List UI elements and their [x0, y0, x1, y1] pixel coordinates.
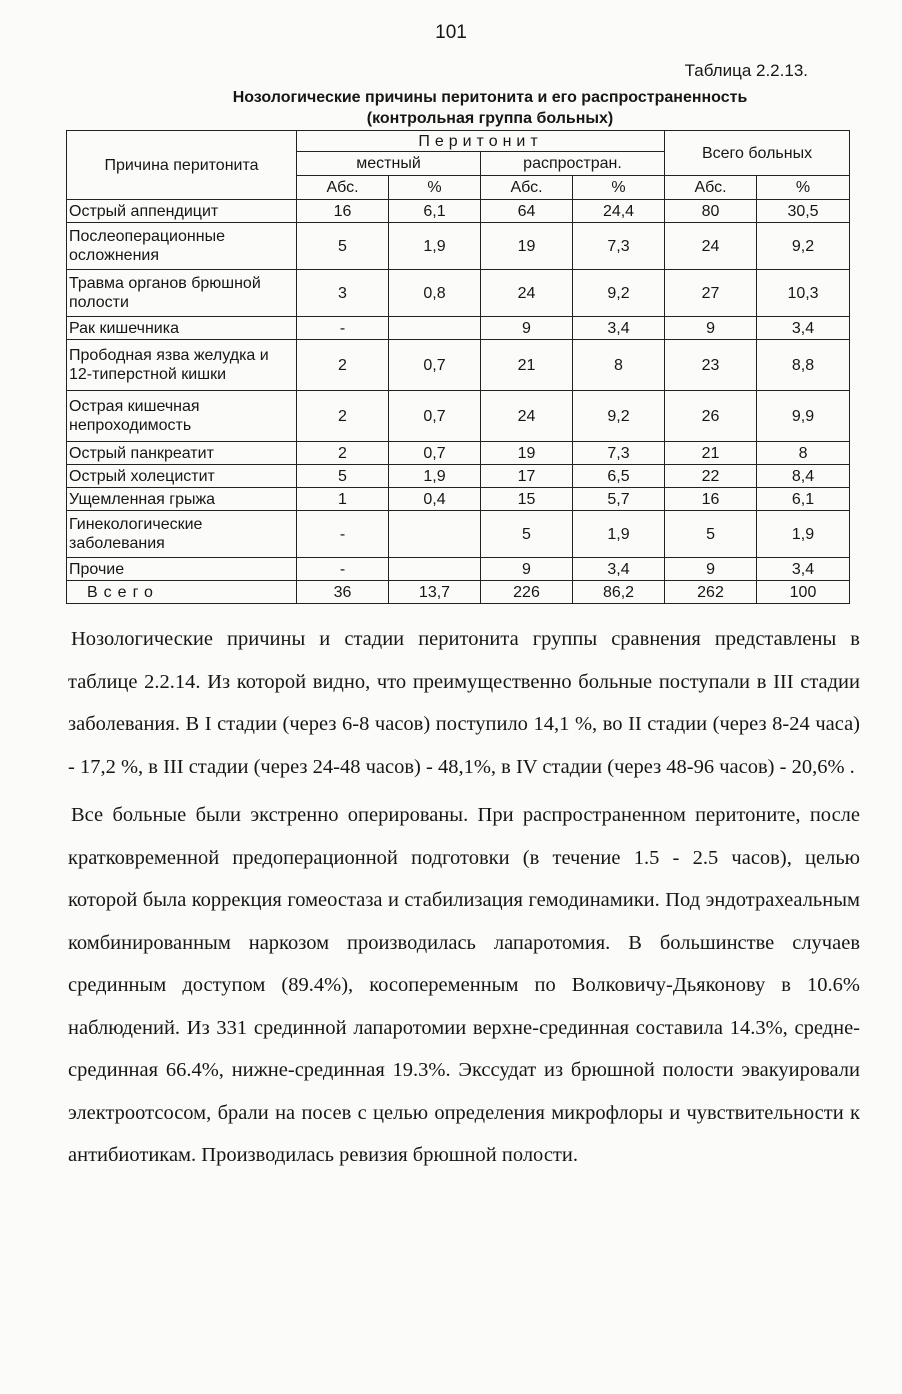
local-pct: 1,9	[389, 223, 481, 270]
total-pct: 30,5	[757, 200, 850, 223]
spread-pct: 5,7	[573, 488, 665, 511]
local-abs: -	[297, 317, 389, 340]
total-pct: 8,8	[757, 340, 850, 391]
local-pct	[389, 558, 481, 581]
local-abs: 16	[297, 200, 389, 223]
row-cause: Острый панкреатит	[67, 442, 297, 465]
local-pct: 0,7	[389, 442, 481, 465]
table-row	[67, 442, 850, 465]
total-abs: 27	[665, 270, 757, 317]
row-cause: Прободная язва желудка и 12-типерстной кишки	[67, 340, 297, 391]
total-abs: 16	[665, 488, 757, 511]
row-cause: Острая кишечная непроходимость	[67, 391, 297, 442]
total-abs: 26	[665, 391, 757, 442]
local-pct: 0,8	[389, 270, 481, 317]
table-title-line1: Нозологические причины перитонита и его распространенность	[232, 89, 748, 106]
total-abs: 23	[665, 340, 757, 391]
spread-abs: 19	[481, 442, 573, 465]
spread-pct: 3,4	[573, 317, 665, 340]
table-row	[67, 223, 850, 270]
local-abs: 2	[297, 340, 389, 391]
spread-abs: 9	[481, 558, 573, 581]
local-abs: 5	[297, 465, 389, 488]
total-pct: 10,3	[757, 270, 850, 317]
spread-abs: 5	[481, 511, 573, 558]
local-pct: 0,7	[389, 391, 481, 442]
total-abs: 22	[665, 465, 757, 488]
total-pct: 9,2	[757, 223, 850, 270]
total-pct: 6,1	[757, 488, 850, 511]
header-total: Всего больных	[665, 131, 850, 176]
table-row	[67, 488, 850, 511]
table-row	[67, 270, 850, 317]
row-cause: Острый холецистит	[67, 465, 297, 488]
peritonitis-table	[66, 130, 850, 604]
total-pct: 3,4	[757, 558, 850, 581]
table-label: Таблица 2.2.13.	[684, 61, 808, 80]
spread-abs: 17	[481, 465, 573, 488]
total-pct: 3,4	[757, 317, 850, 340]
spread-pct: 9,2	[573, 270, 665, 317]
body-text	[68, 618, 860, 1177]
table-row	[67, 391, 850, 442]
total-pct: 8	[757, 442, 850, 465]
table-row	[67, 200, 850, 223]
spread-abs: 226	[481, 581, 573, 604]
header-local: местный	[297, 152, 481, 176]
local-pct: 1,9	[389, 465, 481, 488]
header-local-pct: %	[389, 176, 481, 200]
table-total-row	[67, 581, 850, 604]
local-abs: -	[297, 511, 389, 558]
total-pct: 8,4	[757, 465, 850, 488]
spread-abs: 9	[481, 317, 573, 340]
local-abs: -	[297, 558, 389, 581]
local-abs: 5	[297, 223, 389, 270]
table-row	[67, 511, 850, 558]
total-pct: 1,9	[757, 511, 850, 558]
row-cause: Ущемленная грыжа	[67, 488, 297, 511]
table-row	[67, 558, 850, 581]
spread-pct: 3,4	[573, 558, 665, 581]
spread-pct: 6,5	[573, 465, 665, 488]
local-abs: 36	[297, 581, 389, 604]
header-spread: распростран.	[481, 152, 665, 176]
local-abs: 3	[297, 270, 389, 317]
spread-abs: 21	[481, 340, 573, 391]
local-abs: 2	[297, 391, 389, 442]
local-pct: 0,7	[389, 340, 481, 391]
total-abs: 262	[665, 581, 757, 604]
local-pct: 0,4	[389, 488, 481, 511]
total-pct: 100	[757, 581, 850, 604]
paragraph: Все больные были экстренно оперированы. При распространенном перитоните, после кратковременной предоперационной подготовки (в течение 1.5 - 2.5 часов), целью которой была коррекция гомеостаза и стабилизация гемодинамики. Под эндотрахеальным комбинированным наркозом производилась лапаротомия. В большинстве случаев срединным доступом (89.4%), косопеременным по Волковичу-Дьяконову в 10.6% наблюдений. Из 331 срединной лапаротомии верхне-срединная составила 14.3%, средне-срединная 66.4%, нижне-срединная 19.3%. Экссудат из брюшной полости эвакуировали электроотсосом, брали на посев с целью определения микрофлоры и чувствительности к антибиотикам. Производилась ревизия брюшной полости.	[68, 804, 860, 1166]
local-abs: 1	[297, 488, 389, 511]
paragraph: Нозологические причины и стадии перитонита группы сравнения представлены в таблице 2.2.14. Из которой видно, что преимущественно больные поступали в III стадии заболевания. В I стадии (через 6-8 часов) поступило 14,1 %, во II стадии (через 8-24 часа) - 17,2 %, в III стадии (через 24-48 часов) - 48,1%, в IV стадии (через 48-96 часов) - 20,6% .	[68, 628, 860, 778]
local-pct: 13,7	[389, 581, 481, 604]
table-title	[150, 87, 830, 129]
spread-pct: 7,3	[573, 223, 665, 270]
page-number: 101	[435, 22, 467, 43]
header-total-abs: Абс.	[665, 176, 757, 200]
spread-pct: 24,4	[573, 200, 665, 223]
spread-pct: 86,2	[573, 581, 665, 604]
local-pct	[389, 511, 481, 558]
total-abs: 24	[665, 223, 757, 270]
spread-abs: 15	[481, 488, 573, 511]
header-total-pct: %	[757, 176, 850, 200]
header-cause: Причина перитонита	[67, 131, 297, 200]
spread-abs: 24	[481, 270, 573, 317]
local-pct: 6,1	[389, 200, 481, 223]
row-cause: Рак кишечника	[67, 317, 297, 340]
table-row	[67, 465, 850, 488]
row-cause: Травма органов брюшной полости	[67, 270, 297, 317]
table-title-line2: (контрольная группа больных)	[366, 110, 614, 127]
local-pct	[389, 317, 481, 340]
table-row	[67, 317, 850, 340]
spread-abs: 24	[481, 391, 573, 442]
local-abs: 2	[297, 442, 389, 465]
total-abs: 9	[665, 558, 757, 581]
header-spread-abs: Абс.	[481, 176, 573, 200]
total-row-label: Всего	[67, 581, 297, 604]
header-peritonitis: Перитонит	[297, 131, 665, 152]
spread-pct: 7,3	[573, 442, 665, 465]
total-abs: 80	[665, 200, 757, 223]
row-cause: Прочие	[67, 558, 297, 581]
row-cause: Острый аппендицит	[67, 200, 297, 223]
total-abs: 5	[665, 511, 757, 558]
header-local-abs: Абс.	[297, 176, 389, 200]
row-cause: Гинекологические заболевания	[67, 511, 297, 558]
total-abs: 9	[665, 317, 757, 340]
spread-abs: 64	[481, 200, 573, 223]
header-spread-pct: %	[573, 176, 665, 200]
spread-pct: 9,2	[573, 391, 665, 442]
spread-abs: 19	[481, 223, 573, 270]
table-row	[67, 340, 850, 391]
row-cause: Послеоперационные осложнения	[67, 223, 297, 270]
spread-pct: 8	[573, 340, 665, 391]
total-pct: 9,9	[757, 391, 850, 442]
spread-pct: 1,9	[573, 511, 665, 558]
total-abs: 21	[665, 442, 757, 465]
